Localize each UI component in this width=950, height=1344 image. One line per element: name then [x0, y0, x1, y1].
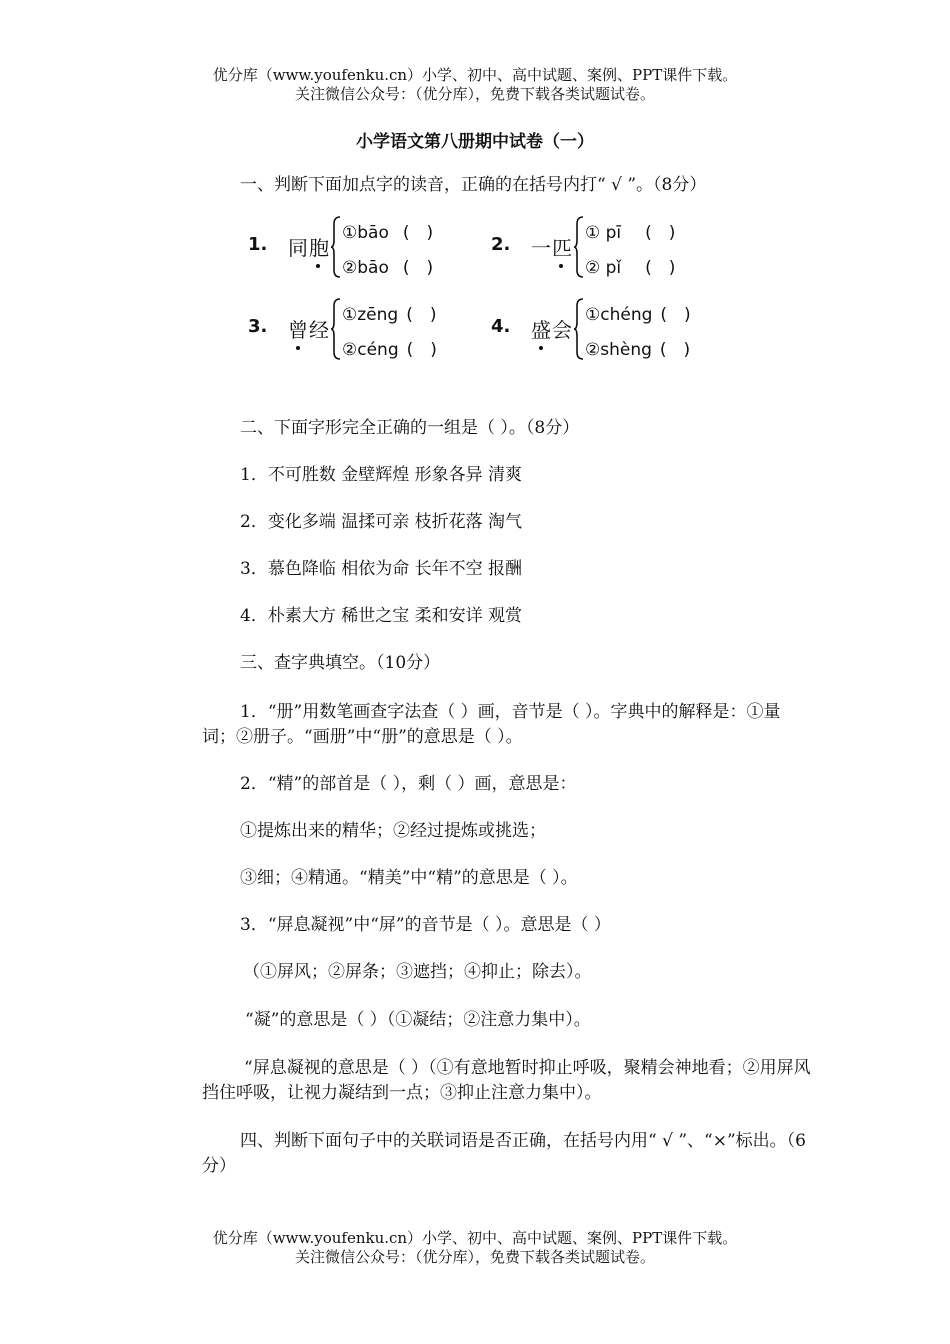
item-number: 2. [491, 234, 511, 255]
section2-line: 1．不可胜数 金壁辉煌 形象各异 清爽 [240, 465, 523, 485]
section1-heading: 一、判断下面加点字的读音，正确的在括号内打“ √ ”。（8分） [240, 175, 707, 195]
footer-line-2: 关注微信公众号：（优分库），免费下载各类试题试卷。 [294, 1248, 655, 1266]
page-footer [0, 1229, 950, 1267]
brace-icon [574, 216, 584, 278]
item-word: 同胞 [288, 236, 330, 260]
item-number: 4. [491, 316, 511, 337]
header-line-2: 关注微信公众号：（优分库），免费下载各类试题试卷。 [294, 85, 655, 103]
pinyin-item [491, 292, 721, 364]
emphasis-dot [296, 346, 300, 350]
option-1: ① pī ( ) [585, 223, 676, 243]
brace-icon [331, 298, 341, 360]
section3-q3a: 3．“屏息凝视”中“屏”的音节是（ ）。意思是（ ） [240, 915, 611, 935]
option-1: ①zēng ( ) [342, 305, 437, 325]
option-2: ②bāo ( ) [342, 258, 434, 278]
item-word: 一匹 [531, 236, 573, 260]
pinyin-item [248, 210, 478, 282]
option-2: ② pǐ ( ) [585, 258, 676, 278]
emphasis-dot [316, 264, 320, 268]
section4-heading: 四、判断下面句子中的关联词语是否正确，在括号内用“ √ ”、“×”标出。（6分） [202, 1131, 806, 1176]
section3-q2b: ①提炼出来的精华；②经过提炼或挑选； [240, 821, 546, 841]
brace-icon [331, 216, 341, 278]
section3-q2c: ③细；④精通。“精美”中“精”的意思是（ ）。 [240, 868, 578, 888]
section2-line: 4．朴素大方 稀世之宝 柔和安详 观赏 [240, 606, 523, 626]
section3-heading: 三、查字典填空。（10分） [240, 653, 441, 673]
option-2: ②shèng ( ) [585, 340, 691, 360]
option-1: ①chéng ( ) [585, 305, 691, 325]
pinyin-item [248, 292, 478, 364]
header-line-1: 优分库（www.youfenku.cn）小学、初中、高中试题、案例、PPT课件下载。 [212, 66, 738, 84]
section3-q3b: （①屏风；②屏条；③遮挡；④抑止；除去）。 [243, 962, 592, 982]
section2-line: 3．慕色降临 相依为命 长年不空 报酬 [240, 559, 523, 579]
item-number: 1. [248, 234, 268, 255]
item-word: 盛会 [531, 318, 573, 342]
section3-q3d: “屏息凝视的意思是（ ）（①有意地暂时抑止呼吸，聚精会神地看；②用屏风挡住呼吸，让视力凝结到一点；③抑止注意力集中）。 [202, 1058, 811, 1103]
emphasis-dot [539, 346, 543, 350]
option-2: ②céng ( ) [342, 340, 437, 360]
emphasis-dot [559, 264, 563, 268]
pinyin-item [491, 210, 721, 282]
option-1: ①bāo ( ) [342, 223, 434, 243]
page-header [0, 66, 950, 104]
section2-heading: 二、下面字形完全正确的一组是（ ）。（8分） [240, 418, 580, 438]
brace-icon [574, 298, 584, 360]
pinyin-figure [248, 210, 718, 370]
item-word: 曾经 [288, 318, 330, 342]
section3-q2a: 2．“精”的部首是（ ），剩（ ）画，意思是： [240, 774, 577, 794]
page-title: 小学语文第八册期中试卷（一） [356, 132, 594, 152]
section3-q3c: “凝”的意思是（ ）（①凝结；②注意力集中）。 [245, 1010, 591, 1030]
section2-line: 2．变化多端 温揉可亲 枝折花落 淘气 [240, 512, 523, 532]
footer-line-1: 优分库（www.youfenku.cn）小学、初中、高中试题、案例、PPT课件下载。 [212, 1229, 738, 1247]
item-number: 3. [248, 316, 268, 337]
section3-q1: 1．“册”用数笔画查字法查（ ）画，音节是（ ）。字典中的解释是：①量词；②册子。“画册”中“册”的意思是（ ）。 [202, 702, 781, 747]
